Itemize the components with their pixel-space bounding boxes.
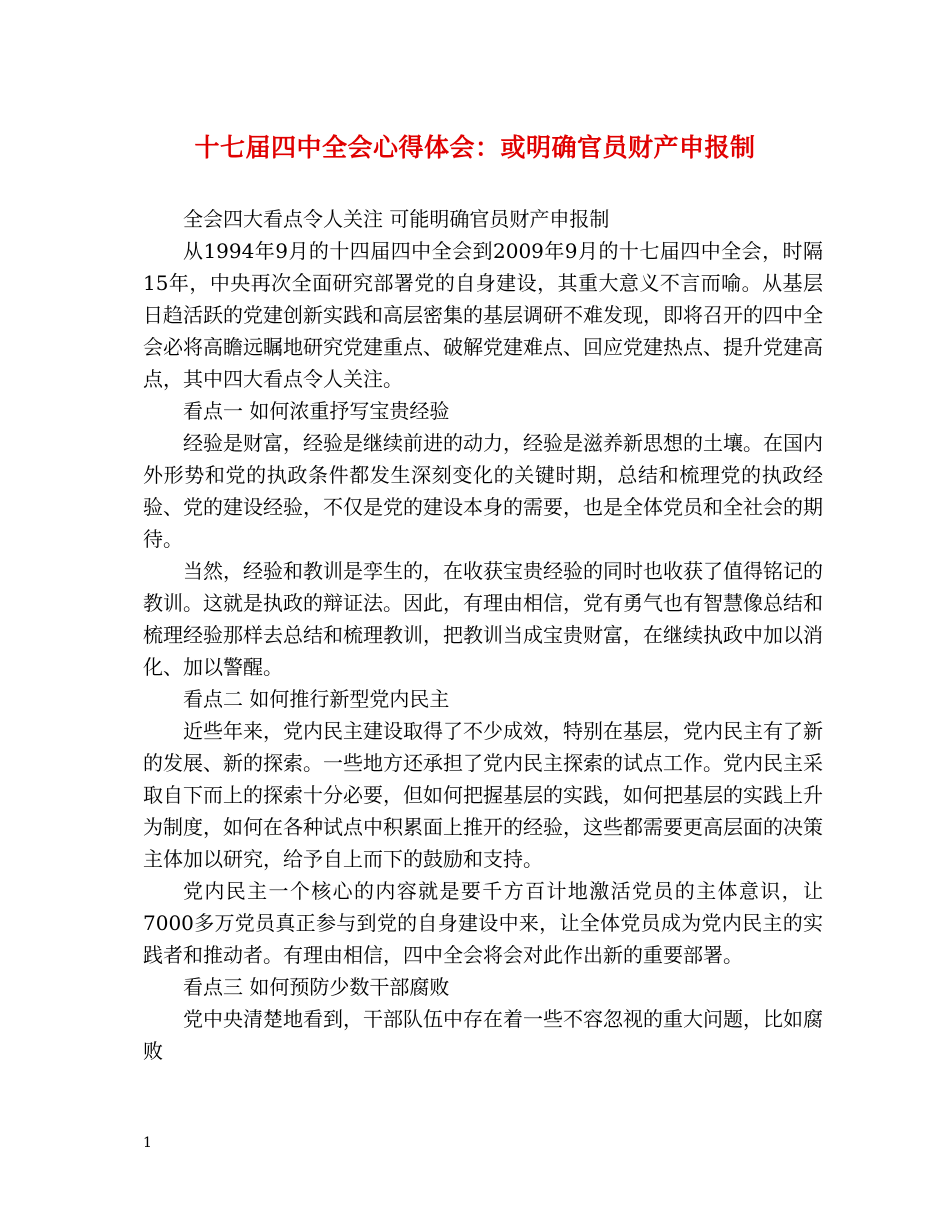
section-heading: 看点三 如何预防少数干部腐败 (183, 975, 450, 999)
paragraph: 党中央清楚地看到，干部队伍中存在着一些不容忽视的重大问题，比如腐败 (143, 1007, 823, 1063)
paragraph: 当然，经验和教训是孪生的，在收获宝贵经验的同时也收获了值得铭记的教训。这就是执政的辩证法。因此，有理由相信，党有勇气也有智慧像总结和梳理经验那样去总结和梳理教训，把教训当成宝贵财富，在继续执政中加以消化、加以警醒。 (143, 559, 823, 679)
document-body (143, 203, 823, 1067)
paragraph: 党内民主一个核心的内容就是要千方百计地激活党员的主体意识，让7000多万党员真正参与到党的自身建设中来，让全体党员成为党内民主的实践者和推动者。有理由相信，四中全会将会对此作出新的重要部署。 (143, 879, 823, 967)
document-title: 十七届四中全会心得体会：或明确官员财产申报制 (194, 133, 756, 162)
section-heading: 看点一 如何浓重抒写宝贵经验 (183, 399, 450, 423)
paragraph: 经验是财富，经验是继续前进的动力，经验是滋养新思想的土壤。在国内外形势和党的执政条件都发生深刻变化的关键时期，总结和梳理党的执政经验、党的建设经验，不仅是党的建设本身的需要，也是全体党员和全社会的期待。 (143, 431, 823, 551)
page-number: 1 (143, 1135, 152, 1151)
paragraph: 从1994年9月的十四届四中全会到2009年9月的十七届四中全会，时隔15年，中央再次全面研究部署党的自身建设，其重大意义不言而喻。从基层日趋活跃的党建创新实践和高层密集的基层调研不难发现，即将召开的四中全会必将高瞻远瞩地研究党建重点、破解党建难点、回应党建热点、提升党建高点，其中四大看点令人关注。 (143, 239, 823, 391)
paragraph-subtitle: 全会四大看点令人关注 可能明确官员财产申报制 (183, 207, 610, 231)
section-heading: 看点二 如何推行新型党内民主 (183, 687, 450, 711)
paragraph: 近些年来，党内民主建设取得了不少成效，特别在基层，党内民主有了新的发展、新的探索。一些地方还承担了党内民主探索的试点工作。党内民主采取自下而上的探索十分必要，但如何把握基层的实践，如何把基层的实践上升为制度，如何在各种试点中积累面上推开的经验，这些都需要更高层面的决策主体加以研究，给予自上而下的鼓励和支持。 (143, 719, 823, 871)
